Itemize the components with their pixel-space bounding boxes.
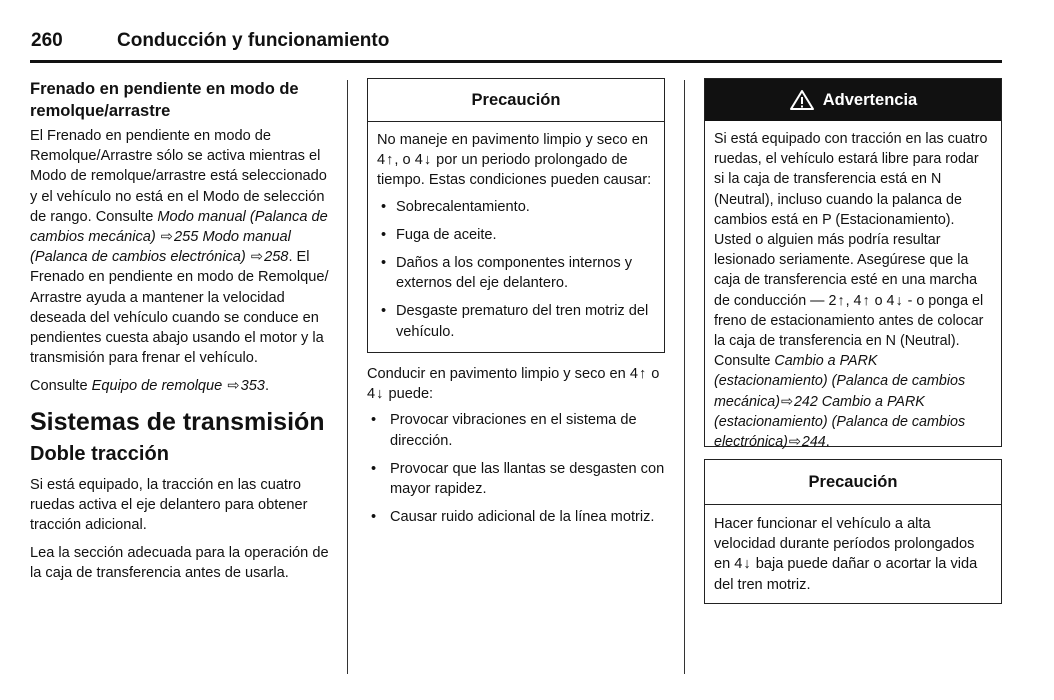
high-speed-caution-text xyxy=(714,514,992,595)
link-text: Cambio a PARK (estacionamiento) (Palanca de cambios electrónica) xyxy=(714,393,966,451)
caution-text: No maneje en pavimento limpio y seco en 4 xyxy=(377,132,648,169)
link-text: Modo manual (Palanca de cambios mecánica) xyxy=(30,208,328,246)
towing-equipment-link[interactable] xyxy=(92,378,265,394)
warning-part: , 4 xyxy=(845,292,862,309)
down-arrow-icon: ↓ xyxy=(376,386,384,403)
downhill-braking-paragraph xyxy=(30,126,335,368)
caution-heading: Precaución xyxy=(705,460,1001,505)
warning-heading xyxy=(705,79,1001,121)
cross-reference-icon: ⇨ xyxy=(250,249,264,266)
four-wheel-drive-paragraph: Si está equipado, la tracción en las cuatro ruedas activa el eje delantero para obtener tracción adicional. xyxy=(30,476,308,534)
driving-intro xyxy=(367,364,667,404)
caution-heading: Precaución xyxy=(368,79,664,122)
cross-reference-icon: ⇨ xyxy=(788,434,801,451)
down-arrow-icon: ↓ xyxy=(895,292,903,309)
list-item: • Daños a los componentes internos y externos del eje delantero. xyxy=(377,253,655,293)
list-item: • Sobrecalentamiento. xyxy=(377,197,655,217)
cross-reference-icon: ⇨ xyxy=(160,229,174,246)
down-arrow-icon: ↓ xyxy=(743,556,751,573)
transfer-case-paragraph: Lea la sección adecuada para la operación de la caja de transferencia antes de usarla. xyxy=(30,545,329,582)
left-column xyxy=(30,78,335,584)
link-text: Equipo de remolque xyxy=(91,378,223,395)
four-wheel-drive-subtitle: Doble tracción xyxy=(30,442,169,465)
list-item: • Provocar vibraciones en el sistema de dirección. xyxy=(367,410,667,450)
caution-text: , o 4 xyxy=(394,152,423,169)
caution-list xyxy=(377,197,655,342)
page-ref: 242 xyxy=(793,393,818,410)
warning-part: Si está equipado con tracción en las cuatro ruedas, el vehículo estará libre para rodar si la caja de transferencia está en N (Neutral), incluso cuando la palanca de cambios está en P (Estacionamiento). Usted o alguien más podría resultar lesionado seriamente. Asegúrese que la caja de transferencia esté en una marcha de conducción — 2 xyxy=(714,131,988,309)
up-arrow-icon: ↑ xyxy=(862,292,870,309)
page-ref: 244 xyxy=(801,434,826,451)
paragraph-text: El Frenado en pendiente en modo de Remolque/Arrastre sólo se activa mientras el Modo de remolque/arrastre está seleccionado y el vehículo no está en el Modo de selección de rango. Consulte xyxy=(30,128,327,225)
cross-reference-icon: ⇨ xyxy=(227,378,240,395)
list-item: • Provocar que las llantas se desgasten con mayor rapidez. xyxy=(367,459,667,499)
caution-intro xyxy=(377,130,655,191)
paragraph-text: . xyxy=(264,378,269,395)
column-divider-right xyxy=(684,80,685,674)
paragraph-text: . El Frenado en pendiente en modo de Remolque/ Arrastre ayuda a mantener la velocidad deseada del vehículo cuando se conduce en pendientes cuesta abajo usando el motor y la transmisión para frenar el vehículo. xyxy=(30,249,329,367)
warning-title: Advertencia xyxy=(822,90,918,109)
up-arrow-icon: ↑ xyxy=(837,292,845,309)
caution-text: por un periodo prolongado de tiempo. Estas condiciones pueden causar: xyxy=(377,152,652,189)
warning-box xyxy=(704,78,1002,451)
caution-part: Hacer funcionar el vehículo a alta velocidad durante períodos prolongados en 4 xyxy=(714,516,975,573)
caution-body xyxy=(368,122,664,350)
warning-part: . xyxy=(825,434,830,451)
warning-body xyxy=(705,121,1001,460)
up-arrow-icon: ↑ xyxy=(386,152,394,169)
column-divider-left xyxy=(347,80,348,674)
driving-text: Conducir en pavimento limpio y seco en 4 xyxy=(367,366,638,382)
transmission-systems-title: Sistemas de transmisión xyxy=(30,407,325,436)
list-item: • Causar ruido adicional de la línea motriz. xyxy=(367,507,667,527)
list-item: • Fuga de aceite. xyxy=(377,225,655,245)
page-ref: 353 xyxy=(240,378,265,395)
up-arrow-icon: ↑ xyxy=(638,366,647,382)
driving-text: puede: xyxy=(384,386,434,403)
driving-conditions xyxy=(367,364,667,527)
cross-reference-icon: ⇨ xyxy=(780,393,793,410)
warning-text xyxy=(714,129,992,452)
page-ref: 255 xyxy=(174,229,199,246)
towing-equipment-paragraph xyxy=(30,376,335,396)
header-rule xyxy=(30,60,1002,63)
driving-effects-list xyxy=(367,410,667,527)
link-text: Modo manual (Palanca de cambios electrónica) xyxy=(30,229,291,266)
paragraph-text: Consulte xyxy=(30,378,92,395)
list-item: • Desgaste prematuro del tren motriz del vehículo. xyxy=(377,301,655,341)
link-text: Cambio a PARK (estacionamiento) (Palanca de cambios mecánica) xyxy=(714,353,966,410)
caution-part: baja puede dañar o acortar la vida del tren motriz. xyxy=(714,556,978,593)
page-number: 260 xyxy=(31,30,63,51)
driving-text: o 4 xyxy=(367,366,660,403)
downhill-braking-heading: Frenado en pendiente en modo de remolque/arrastre xyxy=(30,80,299,120)
caution-box xyxy=(367,78,665,353)
page-ref: 258 xyxy=(264,249,289,266)
warning-part: o 4 xyxy=(870,292,895,309)
down-arrow-icon: ↓ xyxy=(423,152,432,169)
caution-body xyxy=(705,505,1001,603)
warning-part: - o ponga el freno de estacionamiento antes de colocar la caja de transferencia en N (Neutral). Consulte xyxy=(714,292,984,370)
high-speed-caution-box xyxy=(704,459,1002,604)
section-title: Conducción y funcionamiento xyxy=(117,30,390,51)
warning-triangle-icon xyxy=(789,89,815,111)
